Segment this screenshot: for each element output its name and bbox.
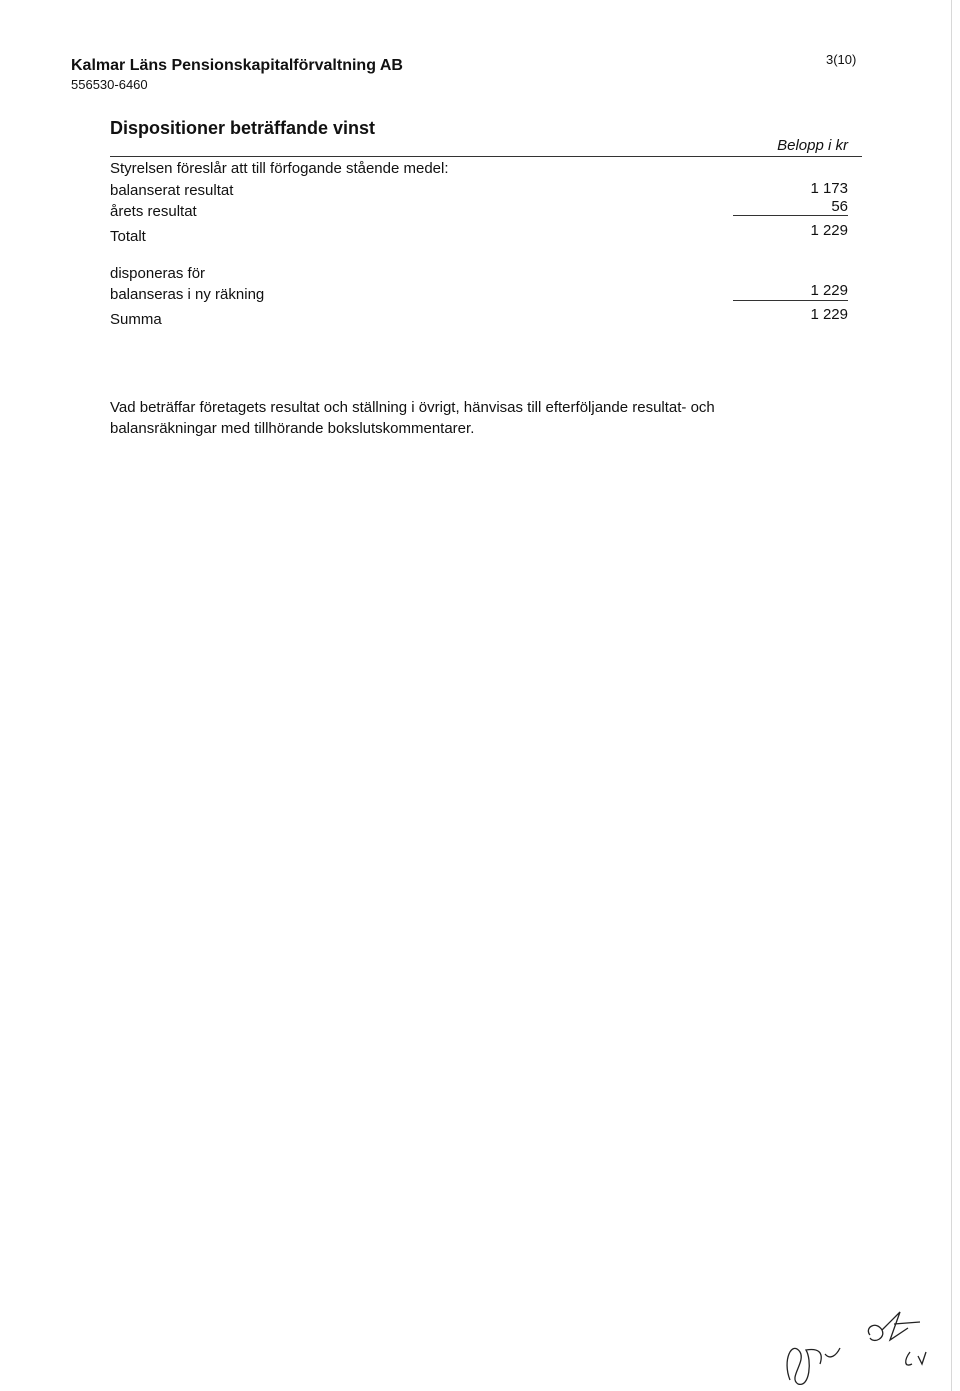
row-label-summa: Summa xyxy=(110,311,162,328)
row-label-arets-resultat: årets resultat xyxy=(110,203,197,220)
header-rule xyxy=(110,156,862,157)
page-number: 3(10) xyxy=(826,52,857,67)
row-value-summa: 1 229 xyxy=(810,306,848,323)
row-label-balanseras: balanseras i ny räkning xyxy=(110,286,265,303)
signature-initials-2 xyxy=(868,1312,920,1340)
summa-rule xyxy=(733,300,848,301)
proposal-intro: Styrelsen föreslår att till förfogande stående medel: xyxy=(110,160,449,177)
closing-note xyxy=(110,397,830,439)
org-number: 556530-6460 xyxy=(71,77,148,92)
signature-initials-1 xyxy=(787,1348,840,1384)
handwritten-initials xyxy=(770,1290,950,1390)
signature-initials-3 xyxy=(906,1352,926,1365)
subtotal-rule xyxy=(733,215,848,216)
company-name: Kalmar Läns Pensionskapitalförvaltning AB xyxy=(71,57,403,74)
row-label-balanserat-resultat: balanserat resultat xyxy=(110,182,234,199)
section-title: Dispositioner beträffande vinst xyxy=(110,118,376,138)
row-value-totalt: 1 229 xyxy=(810,222,848,239)
row-label-totalt: Totalt xyxy=(110,228,146,245)
closing-note-line-1: Vad beträffar företagets resultat och ställning i övrigt, hänvisas till efterföljande resultat- och xyxy=(110,399,715,416)
scan-edge-line xyxy=(951,0,952,1391)
amount-column-header: Belopp i kr xyxy=(777,137,848,154)
disposition-intro: disponeras för xyxy=(110,265,206,282)
row-value-arets-resultat: 56 xyxy=(831,198,848,215)
closing-note-line-2: balansräkningar med tillhörande bokslutskommentarer. xyxy=(110,420,475,437)
row-value-balanseras: 1 229 xyxy=(810,282,848,299)
row-value-balanserat-resultat: 1 173 xyxy=(810,180,848,197)
